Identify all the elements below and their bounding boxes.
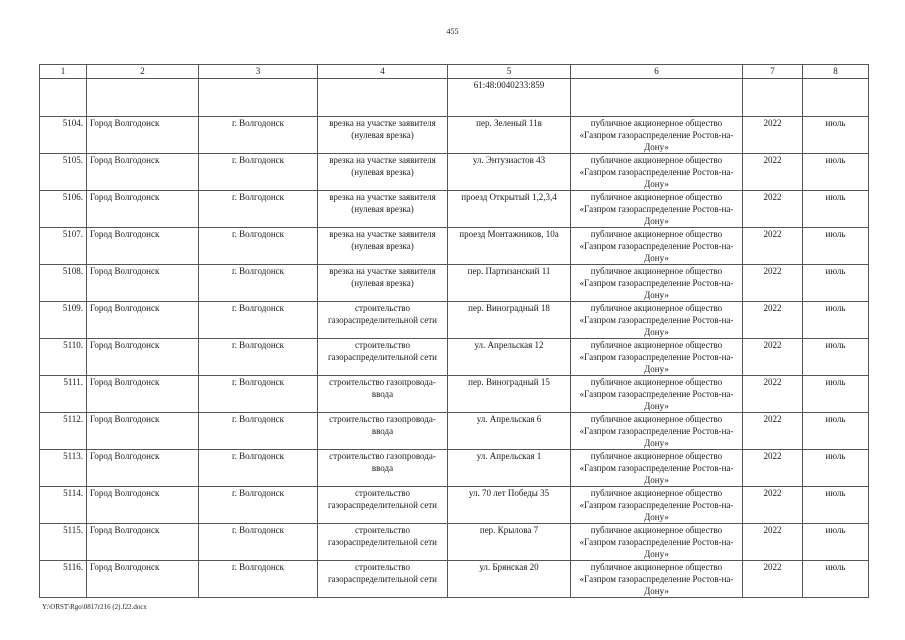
column-header: 2 — [87, 65, 199, 79]
address-cell: ул. Апрельская 12 — [448, 339, 571, 376]
address-cell: ул. Апрельская 1 — [448, 450, 571, 487]
organization-cell: публичное акционерное общество «Газпром газораспределение Ростов-на-Дону» — [571, 265, 743, 302]
settlement-cell: г. Волгодонск — [199, 561, 318, 598]
organization-cell: публичное акционерное общество «Газпром газораспределение Ростов-на-Дону» — [571, 154, 743, 191]
month-cell: июль — [803, 450, 869, 487]
municipality-cell: Город Волгодонск — [87, 376, 199, 413]
month-cell: июль — [803, 265, 869, 302]
month-cell: июль — [803, 117, 869, 154]
column-header: 1 — [40, 65, 87, 79]
table-row — [40, 117, 869, 154]
work-type-cell: строительство газораспределительной сети — [318, 302, 448, 339]
row-number-cell: 5116. — [40, 561, 87, 598]
month-cell: июль — [803, 154, 869, 191]
address-cell: пер. Виноградный 15 — [448, 376, 571, 413]
year-cell: 2022 — [743, 413, 803, 450]
settlement-cell: г. Волгодонск — [199, 339, 318, 376]
column-header: 5 — [448, 65, 571, 79]
municipality-cell: Город Волгодонск — [87, 487, 199, 524]
table-row — [40, 302, 869, 339]
year-cell: 2022 — [743, 376, 803, 413]
organization-cell: публичное акционерное общество «Газпром газораспределение Ростов-на-Дону» — [571, 228, 743, 265]
table-row — [40, 228, 869, 265]
address-cell: ул. Энтузиастов 43 — [448, 154, 571, 191]
organization-cell: публичное акционерное общество «Газпром газораспределение Ростов-на-Дону» — [571, 117, 743, 154]
month-cell: июль — [803, 524, 869, 561]
row-number-cell: 5107. — [40, 228, 87, 265]
table-cell — [318, 79, 448, 117]
municipality-cell: Город Волгодонск — [87, 228, 199, 265]
month-cell: июль — [803, 376, 869, 413]
year-cell: 2022 — [743, 265, 803, 302]
month-cell: июль — [803, 339, 869, 376]
column-header: 3 — [199, 65, 318, 79]
row-number-cell: 5105. — [40, 154, 87, 191]
row-number-cell: 5104. — [40, 117, 87, 154]
table-cell — [40, 79, 87, 117]
organization-cell: публичное акционерное общество «Газпром газораспределение Ростов-на-Дону» — [571, 561, 743, 598]
year-cell: 2022 — [743, 154, 803, 191]
organization-cell: публичное акционерное общество «Газпром газораспределение Ростов-на-Дону» — [571, 376, 743, 413]
table-row — [40, 154, 869, 191]
file-path-footer: Y:\ORST\Rgo\0817r216 (2).f22.docx — [42, 603, 147, 611]
work-type-cell: строительство газопровода-ввода — [318, 450, 448, 487]
work-type-cell: строительство газопровода-ввода — [318, 376, 448, 413]
settlement-cell: г. Волгодонск — [199, 191, 318, 228]
organization-cell: публичное акционерное общество «Газпром газораспределение Ростов-на-Дону» — [571, 487, 743, 524]
month-cell: июль — [803, 228, 869, 265]
row-number-cell: 5112. — [40, 413, 87, 450]
municipality-cell: Город Волгодонск — [87, 117, 199, 154]
work-type-cell: строительство газораспределительной сети — [318, 339, 448, 376]
year-cell: 2022 — [743, 228, 803, 265]
settlement-cell: г. Волгодонск — [199, 376, 318, 413]
address-cell: проезд Открытый 1,2,3,4 — [448, 191, 571, 228]
month-cell: июль — [803, 413, 869, 450]
year-cell: 2022 — [743, 450, 803, 487]
work-type-cell: строительство газопровода-ввода — [318, 413, 448, 450]
year-cell: 2022 — [743, 561, 803, 598]
settlement-cell: г. Волгодонск — [199, 117, 318, 154]
column-header: 7 — [743, 65, 803, 79]
settlement-cell: г. Волгодонск — [199, 154, 318, 191]
table-row — [40, 487, 869, 524]
row-number-cell: 5106. — [40, 191, 87, 228]
work-type-cell: врезка на участке заявителя (нулевая врезка) — [318, 228, 448, 265]
table-row — [40, 265, 869, 302]
month-cell: июль — [803, 487, 869, 524]
row-number-cell: 5109. — [40, 302, 87, 339]
table-row — [40, 191, 869, 228]
organization-cell: публичное акционерное общество «Газпром газораспределение Ростов-на-Дону» — [571, 450, 743, 487]
table-row — [40, 524, 869, 561]
municipality-cell: Город Волгодонск — [87, 561, 199, 598]
municipality-cell: Город Волгодонск — [87, 154, 199, 191]
work-type-cell: врезка на участке заявителя (нулевая врезка) — [318, 191, 448, 228]
row-number-cell: 5114. — [40, 487, 87, 524]
address-cell: проезд Монтажников, 10а — [448, 228, 571, 265]
organization-cell: публичное акционерное общество «Газпром газораспределение Ростов-на-Дону» — [571, 191, 743, 228]
row-number-cell: 5108. — [40, 265, 87, 302]
year-cell: 2022 — [743, 487, 803, 524]
municipality-cell: Город Волгодонск — [87, 413, 199, 450]
address-cell: пер. Партизанский 11 — [448, 265, 571, 302]
settlement-cell: г. Волгодонск — [199, 487, 318, 524]
table-row — [40, 376, 869, 413]
address-cell: ул. 70 лет Победы 35 — [448, 487, 571, 524]
settlement-cell: г. Волгодонск — [199, 302, 318, 339]
month-cell: июль — [803, 561, 869, 598]
continuation-row — [40, 79, 869, 117]
column-header: 8 — [803, 65, 869, 79]
table-cell — [743, 79, 803, 117]
address-cell: ул. Апрельская 6 — [448, 413, 571, 450]
column-number-row — [40, 65, 869, 79]
table-cell — [199, 79, 318, 117]
column-header: 4 — [318, 65, 448, 79]
page-number: 455 — [446, 27, 459, 36]
settlement-cell: г. Волгодонск — [199, 413, 318, 450]
organization-cell: публичное акционерное общество «Газпром газораспределение Ростов-на-Дону» — [571, 302, 743, 339]
municipality-cell: Город Волгодонск — [87, 450, 199, 487]
municipality-cell: Город Волгодонск — [87, 524, 199, 561]
table-cell — [87, 79, 199, 117]
row-number-cell: 5111. — [40, 376, 87, 413]
table-cell — [571, 79, 743, 117]
year-cell: 2022 — [743, 339, 803, 376]
address-cell: пер. Зеленый 11в — [448, 117, 571, 154]
row-number-cell: 5115. — [40, 524, 87, 561]
table-cell — [803, 79, 869, 117]
work-type-cell: строительство газораспределительной сети — [318, 524, 448, 561]
year-cell: 2022 — [743, 302, 803, 339]
month-cell: июль — [803, 191, 869, 228]
work-type-cell: врезка на участке заявителя (нулевая врезка) — [318, 154, 448, 191]
year-cell: 2022 — [743, 524, 803, 561]
municipality-cell: Город Волгодонск — [87, 302, 199, 339]
work-type-cell: врезка на участке заявителя (нулевая врезка) — [318, 117, 448, 154]
municipality-cell: Город Волгодонск — [87, 191, 199, 228]
settlement-cell: г. Волгодонск — [199, 524, 318, 561]
work-type-cell: врезка на участке заявителя (нулевая врезка) — [318, 265, 448, 302]
work-type-cell: строительство газораспределительной сети — [318, 561, 448, 598]
organization-cell: публичное акционерное общество «Газпром газораспределение Ростов-на-Дону» — [571, 339, 743, 376]
plan-table — [39, 64, 869, 598]
row-number-cell: 5113. — [40, 450, 87, 487]
organization-cell: публичное акционерное общество «Газпром газораспределение Ростов-на-Дону» — [571, 413, 743, 450]
table-row — [40, 339, 869, 376]
settlement-cell: г. Волгодонск — [199, 228, 318, 265]
cadastral-number-cell: 61:48:0040233:859 — [448, 79, 571, 117]
row-number-cell: 5110. — [40, 339, 87, 376]
organization-cell: публичное акционерное общество «Газпром газораспределение Ростов-на-Дону» — [571, 524, 743, 561]
month-cell: июль — [803, 302, 869, 339]
address-cell: пер. Крылова 7 — [448, 524, 571, 561]
year-cell: 2022 — [743, 191, 803, 228]
address-cell: ул. Брянская 20 — [448, 561, 571, 598]
settlement-cell: г. Волгодонск — [199, 265, 318, 302]
year-cell: 2022 — [743, 117, 803, 154]
municipality-cell: Город Волгодонск — [87, 339, 199, 376]
address-cell: пер. Виноградный 18 — [448, 302, 571, 339]
settlement-cell: г. Волгодонск — [199, 450, 318, 487]
municipality-cell: Город Волгодонск — [87, 265, 199, 302]
table-row — [40, 561, 869, 598]
column-header: 6 — [571, 65, 743, 79]
work-type-cell: строительство газораспределительной сети — [318, 487, 448, 524]
table-row — [40, 413, 869, 450]
table-row — [40, 450, 869, 487]
